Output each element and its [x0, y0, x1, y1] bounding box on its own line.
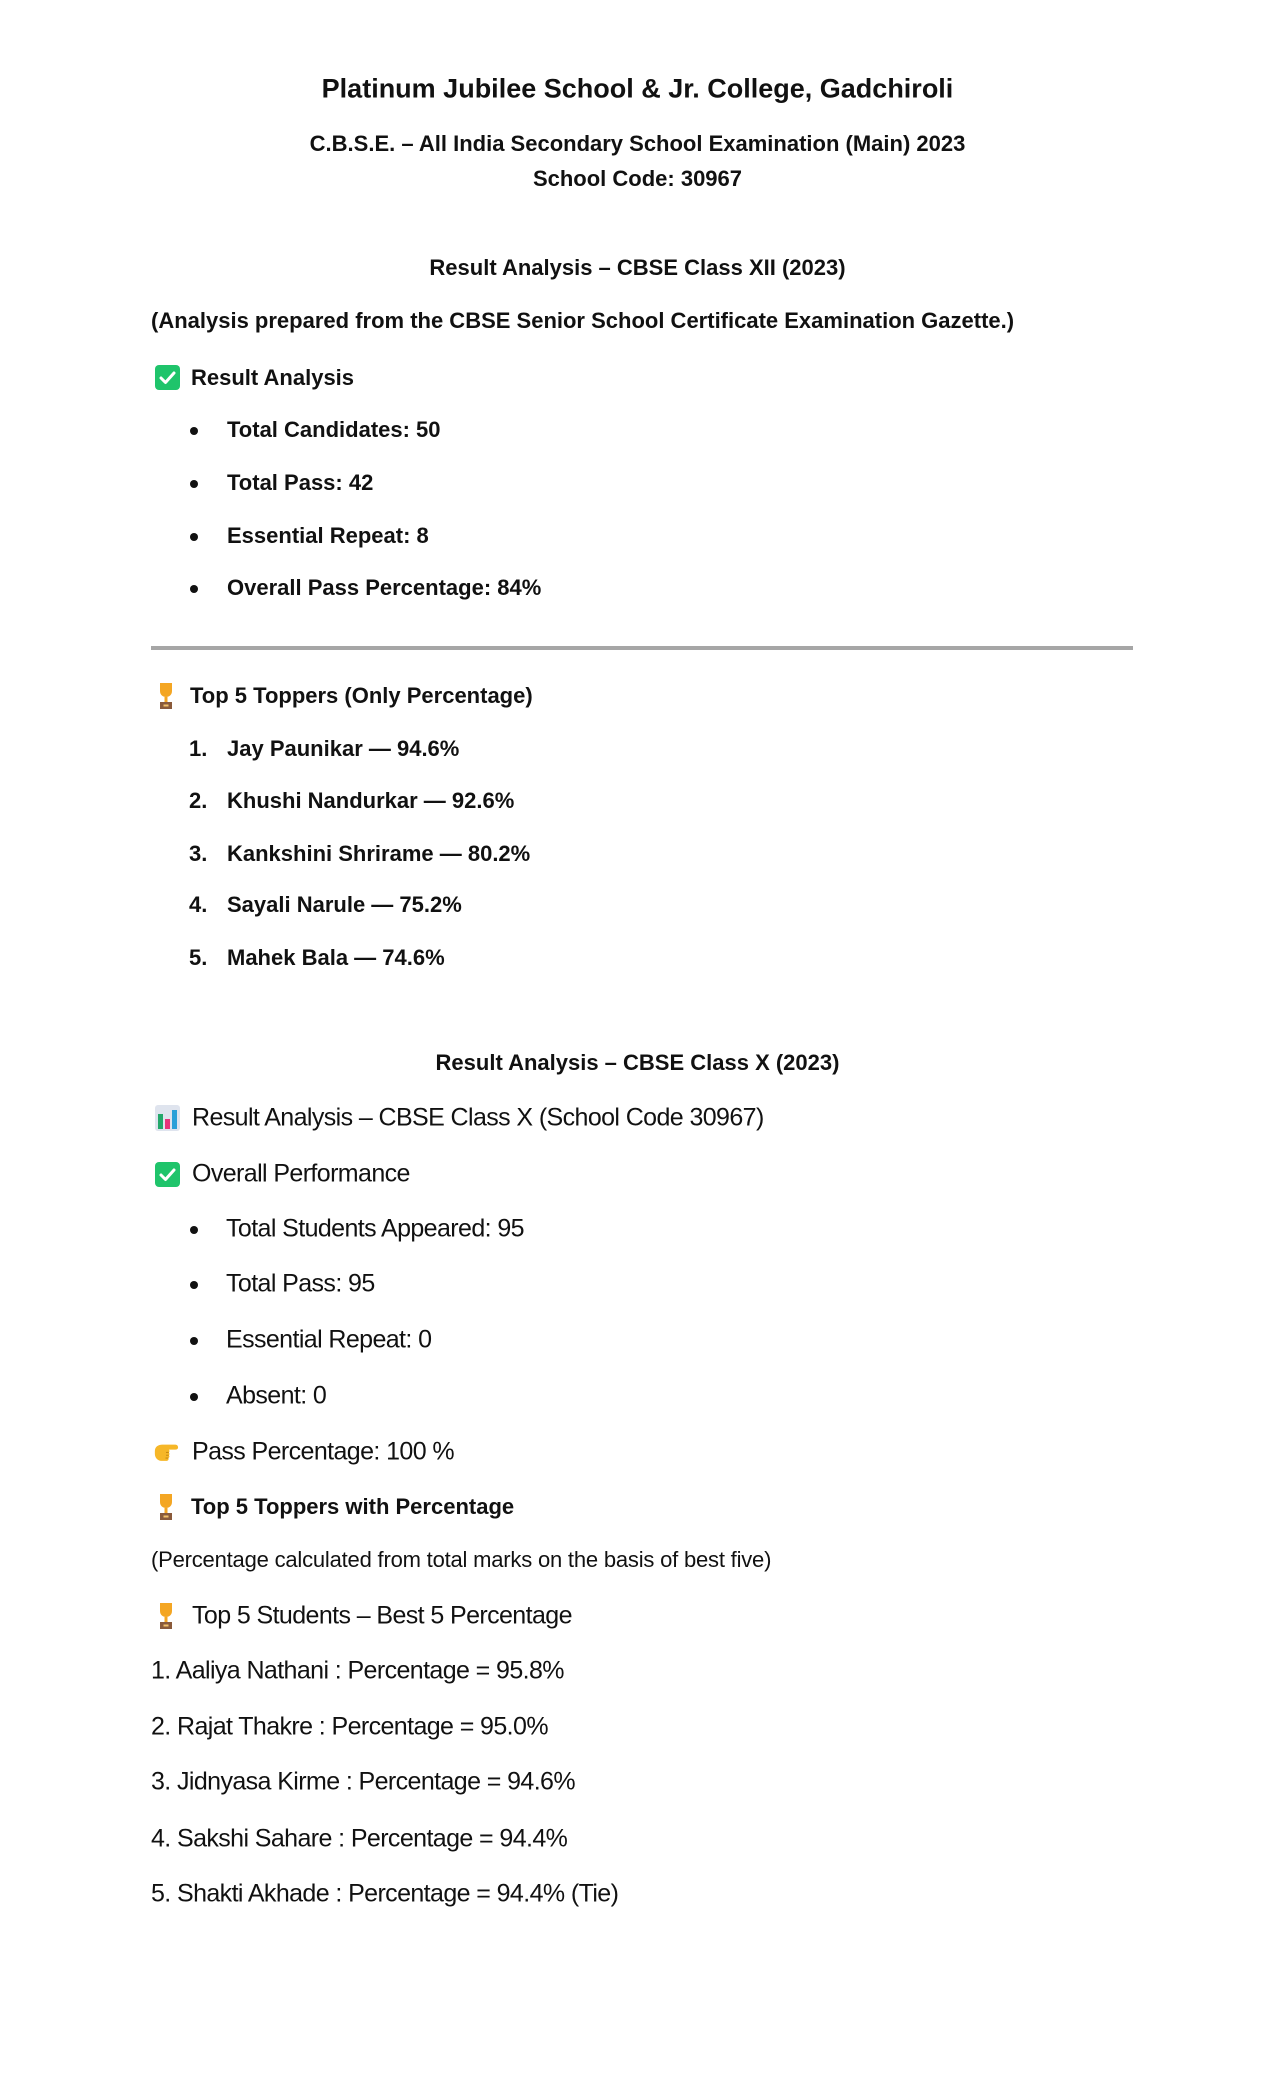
- pass-percentage: Pass Percentage: 100 %: [192, 1437, 454, 1466]
- exam-title: C.B.S.E. – All India Secondary School Examination (Main) 2023: [309, 131, 966, 156]
- top-students-heading: Top 5 Students – Best 5 Percentage: [192, 1601, 572, 1630]
- class-x-chart-heading: Result Analysis – CBSE Class X (School Code 30967): [192, 1103, 764, 1132]
- bar-chart-icon: [154, 1105, 180, 1131]
- list-number: 4.: [189, 892, 208, 917]
- check-box-icon: [154, 1161, 180, 1187]
- class-xii-title: Result Analysis – CBSE Class XII (2023): [429, 255, 846, 280]
- class-x-title: Result Analysis – CBSE Class X (2023): [435, 1050, 840, 1075]
- list-item: 1. Aaliya Nathani : Percentage = 95.8%: [151, 1656, 564, 1685]
- result-analysis-heading: Result Analysis: [191, 365, 355, 390]
- bullet-icon: [190, 533, 198, 541]
- pointing-hand-icon: [153, 1439, 179, 1465]
- bullet-icon: [190, 427, 198, 435]
- list-number: 2.: [189, 788, 208, 813]
- list-item: 4. Sakshi Sahare : Percentage = 94.4%: [151, 1824, 568, 1853]
- list-item: Total Pass: 42: [227, 470, 374, 495]
- list-item: Sayali Narule — 75.2%: [227, 892, 462, 917]
- class-xii-toppers-heading: Top 5 Toppers (Only Percentage): [190, 683, 533, 708]
- bullet-icon: [190, 480, 198, 488]
- list-item: Essential Repeat: 0: [226, 1325, 432, 1354]
- trophy-icon: [153, 683, 179, 709]
- bullet-icon: [190, 1393, 198, 1401]
- list-item: 2. Rajat Thakre : Percentage = 95.0%: [151, 1712, 548, 1741]
- trophy-icon: [153, 1494, 179, 1520]
- school-name: Platinum Jubilee School & Jr. College, Gadchiroli: [321, 73, 954, 104]
- list-item: Essential Repeat: 8: [227, 523, 429, 548]
- list-item: Mahek Bala — 74.6%: [227, 945, 445, 970]
- list-item: Jay Paunikar — 94.6%: [227, 736, 460, 761]
- list-item: Absent: 0: [226, 1381, 327, 1410]
- bullet-icon: [190, 1281, 198, 1289]
- list-number: 3.: [189, 841, 208, 866]
- check-box-icon: [154, 364, 180, 390]
- bullet-icon: [190, 1226, 198, 1234]
- list-item: Kankshini Shrirame — 80.2%: [227, 841, 531, 866]
- list-item: Khushi Nandurkar — 92.6%: [227, 788, 515, 813]
- horizontal-divider: [151, 646, 1133, 650]
- list-item: 5. Shakti Akhade : Percentage = 94.4% (Tie): [151, 1879, 619, 1908]
- list-item: Overall Pass Percentage: 84%: [227, 575, 542, 600]
- list-item: Total Students Appeared: 95: [226, 1214, 524, 1243]
- bullet-icon: [190, 585, 198, 593]
- class-x-toppers-note: (Percentage calculated from total marks on the basis of best five): [151, 1547, 772, 1572]
- class-x-toppers-heading: Top 5 Toppers with Percentage: [191, 1494, 515, 1519]
- class-xii-note: (Analysis prepared from the CBSE Senior School Certificate Examination Gazette.): [151, 308, 1015, 333]
- list-number: 1.: [189, 736, 208, 761]
- list-item: 3. Jidnyasa Kirme : Percentage = 94.6%: [151, 1767, 575, 1796]
- list-item: Total Pass: 95: [226, 1269, 375, 1298]
- trophy-icon: [153, 1603, 179, 1629]
- list-number: 5.: [189, 945, 208, 970]
- overall-performance-heading: Overall Performance: [192, 1159, 410, 1188]
- school-code: School Code: 30967: [532, 166, 743, 191]
- list-item: Total Candidates: 50: [227, 417, 441, 442]
- bullet-icon: [190, 1337, 198, 1345]
